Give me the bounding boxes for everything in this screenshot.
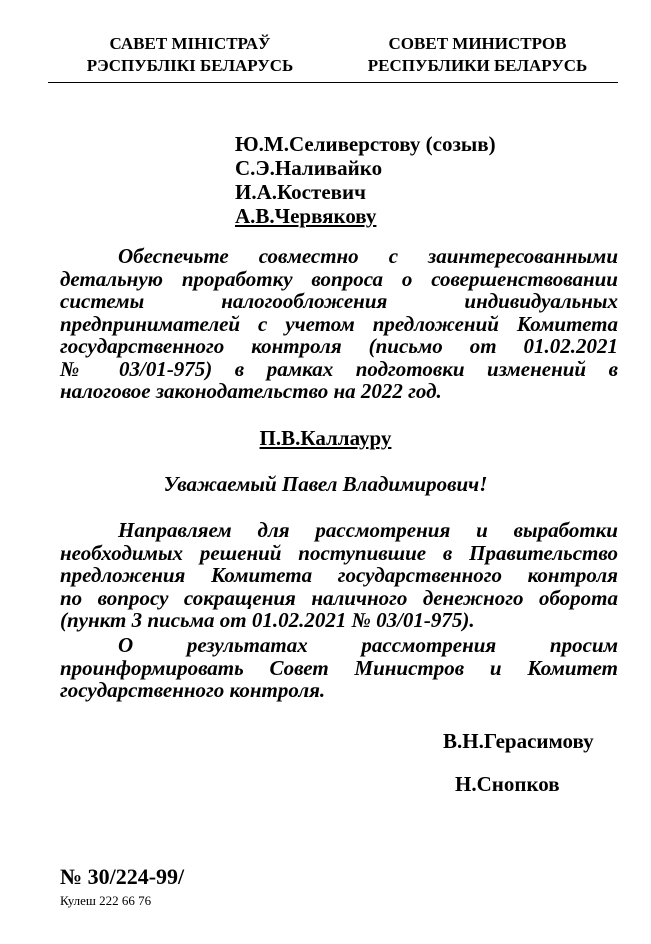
header-right — [355, 33, 600, 77]
header-left-line2: РЭСПУБЛІКІ БЕЛАРУСЬ — [86, 56, 294, 75]
recipient-name — [0, 426, 651, 451]
paragraph2-line-3: предложения Комитета государственного контроля — [60, 563, 618, 587]
addressee-list — [235, 132, 496, 228]
signature-2: Н.Снопков — [455, 772, 560, 796]
paragraph2-line-4: по вопросу сокращения наличного денежного оборота — [60, 585, 618, 610]
paragraph3-line-2: проинформировать Совет Министров и Комитет — [60, 655, 618, 680]
paragraph1-line-1: Обеспечьте совместно с заинтересованными — [118, 244, 618, 268]
paragraph1-line-3: системы налогообложения индивидуальных — [60, 289, 618, 313]
header-right-line2: РЕСПУБЛИКИ БЕЛАРУСЬ — [367, 56, 588, 75]
paragraph2-line-5: (пункт 3 письма от 01.02.2021 № 03/01-975). — [60, 608, 475, 632]
signature-1: В.Н.Герасимову — [443, 729, 594, 753]
contact-phone: Кулеш 222 66 76 — [60, 893, 152, 908]
resolution-paragraph-1 — [60, 245, 618, 403]
header-left — [70, 33, 310, 77]
paragraph2-line-1: Направляем для рассмотрения и выработки — [118, 518, 618, 542]
document-number: № 30/224-99/ — [60, 864, 185, 889]
greeting: Уважаемый Павел Владимирович! — [163, 472, 488, 496]
addressee-4: А.В.Червякову — [235, 204, 377, 228]
paragraph1-line-6: № 03/01-975) в рамках подготовки изменений в — [60, 356, 618, 381]
paragraph1-line-7: налоговое законодательство на 2022 год. — [60, 379, 442, 403]
header-right-line1: СОВЕТ МИНИСТРОВ — [388, 34, 567, 53]
recipient-name-text: П.В.Каллауру — [259, 426, 392, 450]
header-left-line1: САВЕТ МІНІСТРАЎ — [109, 34, 271, 53]
paragraph3-line-3: государственного контроля. — [60, 678, 326, 702]
paragraph2-line-2: необходимых решений поступившие в Правительство — [60, 540, 618, 565]
addressee-3: И.А.Костевич — [235, 180, 366, 204]
paragraph3-line-1: О результатах рассмотрения просим — [118, 633, 618, 657]
paragraph1-line-4: предпринимателей с учетом предложений Комитета — [60, 311, 618, 336]
resolution-paragraph-2 — [60, 519, 618, 632]
paragraph1-line-5: государственного контроля (письмо от 01.02.2021 — [60, 334, 618, 358]
addressee-2: С.Э.Наливайко — [235, 156, 383, 180]
paragraph1-line-2: детальную проработку вопроса о совершенствовании — [60, 266, 618, 291]
header-divider — [48, 82, 618, 83]
addressee-1: Ю.М.Селиверстову (созыв) — [235, 132, 496, 156]
resolution-paragraph-3 — [60, 634, 618, 702]
